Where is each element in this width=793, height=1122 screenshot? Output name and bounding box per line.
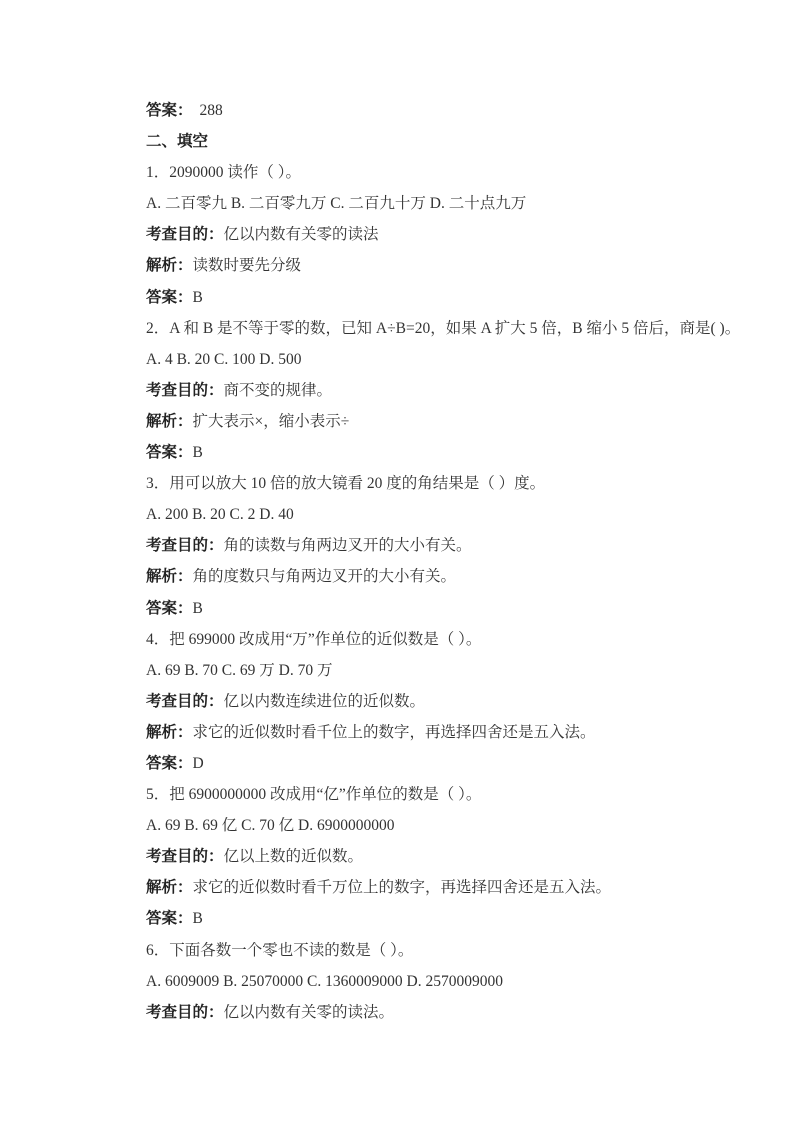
question-1-options: A. 二百零九 B. 二百零九万 C. 二百九十万 D. 二十点九万 [146,195,527,213]
answer-label: 答案： [146,910,193,928]
analysis-text: 读数时要先分级 [192,257,302,275]
question-3-answer-line [146,593,746,624]
purpose-text: 亿以上数的近似数。 [223,848,364,866]
analysis-label: 解析： [146,257,193,275]
answer-label: 答案： [146,102,193,119]
purpose-label: 考查目的： [146,381,224,399]
question-4-analysis-line [146,717,746,748]
question-5-text: 5．把 6900000000 改成用“亿”作单位的数是（ ）。 [146,786,482,804]
answer-label: 答案： [146,754,193,772]
purpose-label: 考查目的： [146,848,224,866]
purpose-text: 角的读数与角两边叉开的大小有关。 [223,537,472,555]
question-2-purpose-line [146,375,746,406]
question-3-text: 3．用可以放大 10 倍的放大镜看 20 度的角结果是（ ）度。 [146,475,546,493]
section-heading: 二、填空 [146,133,209,151]
question-2-text: 2．A 和 B 是不等于零的数，已知 A÷B=20，如果 A 扩大 5 倍，B 缩小 5 倍后，商是( )。 [146,319,741,337]
answer-text: B [192,910,203,928]
answer-text: B [192,288,203,306]
analysis-text: 求它的近似数时看千万位上的数字，再选择四舍还是五入法。 [192,879,612,897]
question-4-options: A. 69 B. 70 C. 69 万 D. 70 万 [146,661,333,679]
question-5-purpose-line [146,841,746,872]
purpose-label: 考查目的： [146,1003,224,1021]
purpose-label: 考查目的： [146,692,224,710]
question-1-analysis-line [146,250,746,281]
answer-label: 答案： [146,288,193,306]
question-3-purpose-line [146,530,746,561]
analysis-label: 解析： [146,412,193,430]
purpose-text: 亿以内数连续进位的近似数。 [223,692,426,710]
answer-text: D [192,754,204,772]
analysis-text: 扩大表示×，缩小表示÷ [192,412,350,430]
question-6-options: A. 6009009 B. 25070000 C. 1360009000 D. 2570009000 [146,972,503,990]
question-1-purpose-line [146,219,746,250]
question-2-analysis-line [146,406,746,437]
question-5-answer-line [146,903,746,934]
purpose-text: 商不变的规律。 [223,381,333,399]
answer-text: B [192,444,203,462]
question-2-options: A. 4 B. 20 C. 100 D. 500 [146,350,302,368]
analysis-label: 解析： [146,568,193,586]
question-6-text: 6．下面各数一个零也不读的数是（ ）。 [146,941,414,959]
question-4-text: 4．把 699000 改成用“万”作单位的近似数是（ ）。 [146,630,482,648]
question-5-options: A. 69 B. 69 亿 C. 70 亿 D. 6900000000 [146,817,395,835]
question-6-purpose-line [146,997,746,1028]
question-4-purpose-line [146,686,746,717]
document-content [146,95,746,1028]
answer-label: 答案： [146,599,193,617]
question-3-analysis-line [146,561,746,592]
question-5-analysis-line [146,872,746,903]
purpose-label: 考查目的： [146,537,224,555]
purpose-text: 亿以内数有关零的读法。 [223,1003,395,1021]
prev-answer-line [146,95,746,126]
analysis-text: 求它的近似数时看千位上的数字，再选择四舍还是五入法。 [192,723,596,741]
analysis-label: 解析： [146,723,193,741]
question-3-options: A. 200 B. 20 C. 2 D. 40 [146,506,294,524]
question-4-answer-line [146,748,746,779]
answer-value: 288 [199,102,223,119]
question-2-answer-line [146,437,746,468]
question-1-text: 1．2090000 读作（ ）。 [146,164,302,182]
analysis-text: 角的度数只与角两边叉开的大小有关。 [192,568,457,586]
question-1-answer-line [146,282,746,313]
purpose-text: 亿以内数有关零的读法 [223,226,379,244]
answer-label: 答案： [146,444,193,462]
purpose-label: 考查目的： [146,226,224,244]
analysis-label: 解析： [146,879,193,897]
answer-text: B [192,599,203,617]
